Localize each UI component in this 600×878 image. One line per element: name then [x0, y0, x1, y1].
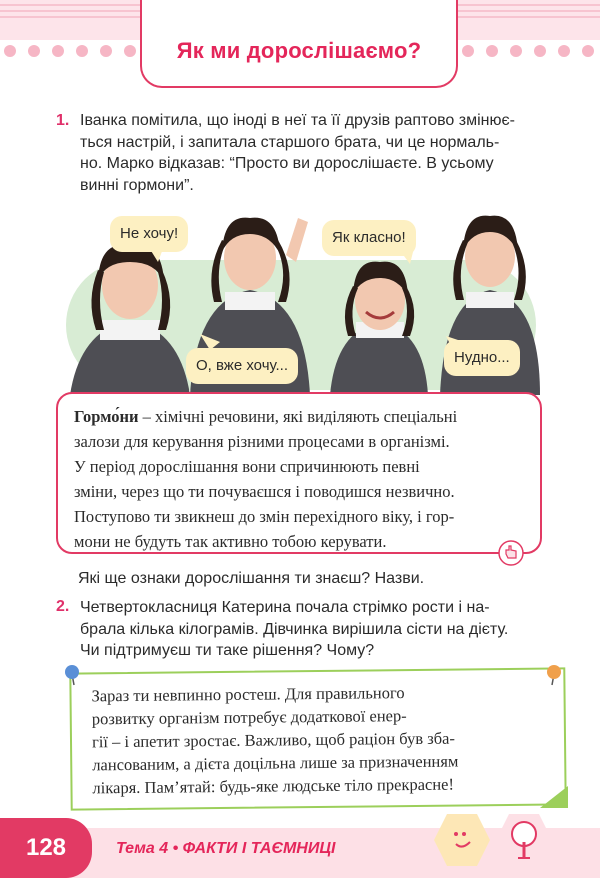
- tree-icon: [494, 812, 554, 868]
- question-text: [78, 568, 424, 590]
- task-1-line: но. Марко відказав: “Просто ви дорослішаєте. В усьому: [80, 155, 494, 172]
- task-1-number: 1.: [56, 112, 70, 129]
- definition-line: Поступово ти звикнеш до змін перехідного віку, і гор-: [74, 507, 455, 526]
- girl-1-figure: [70, 244, 190, 395]
- definition-line: мони не будуть так активно тобою керувати.: [74, 532, 387, 551]
- task-1-line: винні гормони”.: [80, 176, 194, 194]
- task-1-line: ться настрій, і запитала старшого брата, чи це нормаль-: [80, 133, 500, 151]
- page-number: 128: [0, 818, 92, 878]
- definition-term: Гормо́ни: [74, 407, 139, 426]
- task-2-line: Чи підтримуєш ти таке рішення? Чому?: [80, 642, 375, 659]
- note-corner-fold: [540, 786, 568, 808]
- note-line: лансованим, а дієта доцільна лише за призначенням: [92, 751, 459, 775]
- speech-bubble-1: Не хочу!: [110, 216, 188, 252]
- note-line: Зараз ти невпинно ростеш. Для правильного: [91, 683, 405, 706]
- question-line: Які ще ознаки дорослішання ти знаєш? Назви.: [78, 570, 425, 587]
- pointing-hand-icon: [498, 540, 524, 566]
- note-box: [69, 667, 566, 810]
- task-2-line: брала кілька кілограмів. Дівчинка вирішила сісти на дієту.: [80, 620, 509, 638]
- task-2-number: 2.: [56, 598, 70, 615]
- definition-line: залози для керування різними процесами в організмі.: [74, 432, 450, 451]
- note-line: розвитку організм потребує додаткової енер-: [91, 706, 407, 729]
- speech-bubble-3: О, вже хочу...: [186, 348, 298, 384]
- pin-icon: [544, 664, 564, 686]
- note-line: гії – і апетит зростає. Важливо, щоб раціон був зба-: [91, 728, 456, 752]
- task-1-line: Іванка помітила, що іноді в неї та її друзів раптово змінює-: [80, 112, 515, 129]
- topic-label: Тема 4 • ФАКТИ І ТАЄМНИЦІ: [116, 840, 336, 857]
- definition-first-line: [74, 404, 532, 429]
- task-2-line: Четвертокласниця Катерина почала стрімко рости і на-: [80, 599, 490, 616]
- definition-line: зміни, через що ти почуваєшся і поводишся незвично.: [74, 482, 455, 501]
- girl-3-figure: [330, 262, 428, 395]
- definition-line: У період дорослішання вони спричинюють певні: [74, 457, 420, 476]
- note-text: [91, 679, 562, 799]
- note-line: лікаря. Пам’ятай: будь-яке людське тіло прекрасне!: [92, 774, 455, 798]
- page-title: Як ми дорослішаємо?: [176, 38, 422, 63]
- speech-bubble-4: Нудно...: [444, 340, 520, 376]
- smile-icon: [432, 812, 492, 868]
- definition-first-rest: – хімічні речовини, які виділяють спеціальні: [138, 407, 458, 426]
- definition-text: [74, 404, 532, 554]
- definition-box: [56, 392, 542, 554]
- task-2-text: [80, 597, 508, 662]
- speech-bubble-2: Як класно!: [322, 220, 416, 256]
- pin-icon: [62, 664, 82, 686]
